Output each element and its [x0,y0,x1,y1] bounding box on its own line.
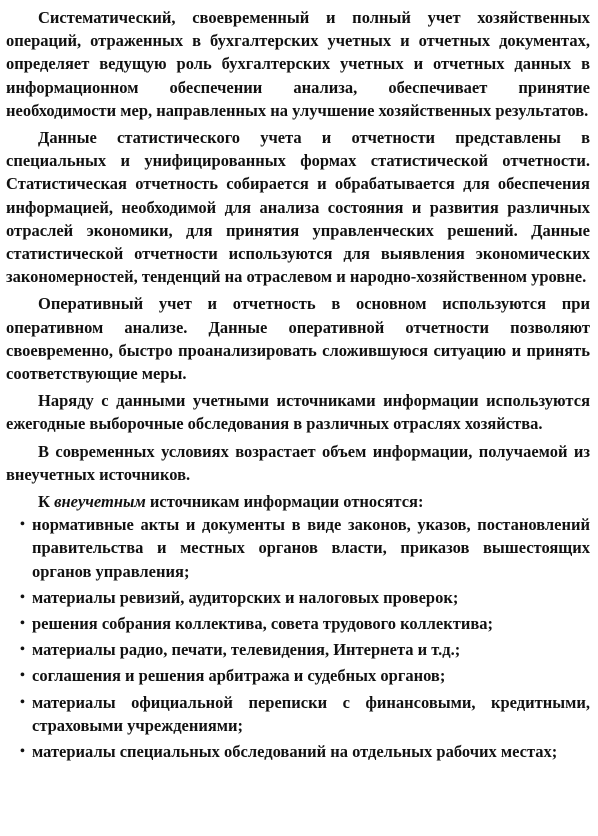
intro-suffix: источникам информации относятся: [145,492,424,512]
list-item [20,586,590,609]
intro-emphasis: внеучетным [54,492,146,512]
bullet-icon: • [20,642,25,658]
bullet-icon: • [20,589,25,605]
bullet-icon: • [20,616,25,632]
paragraph-operational: Оперативный учет и отчетность в основном используются при оперативном анализе. Данные оперативной отчетности позволяют своевременно, быстро проанализировать сложившуюся ситуацию и принять соответствующие меры. [6,294,590,384]
paragraph-surveys: Наряду с данными учетными источниками информации используются ежегодные выборочные обследования в различных отраслях хозяйства. [6,391,590,434]
list-item-text: материалы ревизий, аудиторских и налоговых проверок; [32,587,459,607]
list-item [20,612,590,635]
list-item [20,513,590,583]
bullet-icon: • [20,517,25,533]
bullet-icon: • [20,668,25,684]
list-item-text: материалы специальных обследований на отдельных рабочих местах; [32,742,558,762]
paragraph-modern-conditions: В современных условиях возрастает объем информации, получаемой из внеучетных источников. [6,441,590,484]
list-item-text: соглашения и решения арбитража и судебных органов; [32,666,446,686]
list-item [20,664,590,687]
bullet-icon: • [20,744,25,760]
document-page [6,6,590,766]
list-item [20,638,590,661]
paragraph-statistics: Данные статистического учета и отчетности представлены в специальных и унифицированных формах статистической отчетности. Статистическая отчетность собирается и обрабатывается для обеспечения информацией, необходимой для анализа состояния и развития различных отраслей экономики, для принятия управленческих решений. Данные статистической отчетности используются для выявления экономических закономерностей, тенденций на отраслевом и народно-хозяйственном уровне. [6,128,590,287]
list-item [20,740,590,763]
list-item-text: материалы официальной переписки с финансовыми, кредитными, страховыми учреждениями; [32,692,590,735]
list-item-text: материалы радио, печати, телевидения, Интернета и т.д.; [32,640,461,660]
list-item [20,691,590,737]
intro-prefix: К [38,492,55,512]
bullet-icon: • [20,694,25,710]
list-item-text: нормативные акты и документы в виде законов, указов, постановлений правительства и местных органов власти, приказов вышестоящих органов управления; [32,515,590,581]
bullets-intro [6,490,590,513]
sources-list [6,513,590,763]
paragraph-accounting: Систематический, своевременный и полный учет хозяйственных операций, отраженных в бухгалтерских учетных и отчетных документах, определяет ведущую роль бухгалтерских учетных и отчетных данных в информационном обеспечении анализа, обеспечивает принятие необходимости мер, направленных на улучшение хозяйственных результатов. [6,8,590,120]
list-item-text: решения собрания коллектива, совета трудового коллектива; [32,614,494,634]
